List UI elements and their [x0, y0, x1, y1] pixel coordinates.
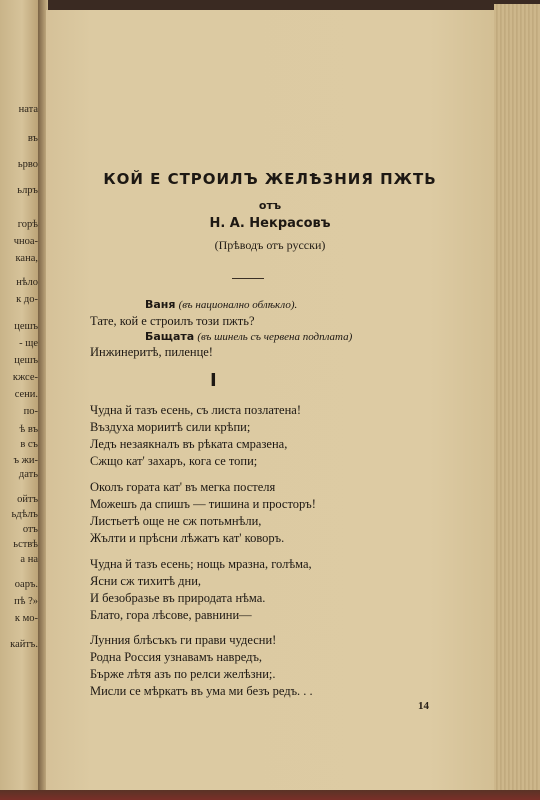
speaker-father: Бащата — [145, 330, 195, 343]
translation-note: (Прѣводъ отъ русски) — [214, 238, 326, 252]
left-page-fragment: - ще — [19, 338, 38, 349]
left-page-fragment: к до- — [16, 294, 38, 305]
part-numeral: I — [210, 370, 217, 391]
poem-line: И безобразье въ природата нѣма. — [90, 591, 266, 605]
left-page-fragment: отъ — [22, 524, 38, 535]
poem-line: Бърже лѣтя азъ по релси желѣзни;. — [90, 667, 276, 681]
prologue-line: Инжинеритѣ, пиленце! — [90, 345, 213, 359]
left-page-fragment: горѣ — [17, 219, 38, 230]
poem-line: Лунния блѣсъкъ ги прави чудесни! — [90, 633, 277, 647]
left-page-fragment: по- — [23, 406, 38, 417]
poem-line: Въздуха мориитѣ сили крѣпи; — [90, 420, 251, 434]
left-page-fragment: кжсе- — [12, 372, 38, 383]
left-page-fragment: ьствѣ — [13, 539, 38, 550]
poem-line: Блато, гора лѣсове, равнини— — [90, 608, 252, 622]
poem-line: Можешъ да спишъ — тишина и просторъ! — [90, 497, 316, 511]
left-page-fragment: нѣло — [16, 277, 38, 288]
left-page — [0, 0, 40, 790]
poem-from: отъ — [258, 199, 282, 212]
prologue-line: Тате, кой е строилъ този пжть? — [90, 314, 255, 328]
left-page-fragment: ойтъ — [17, 494, 38, 505]
section-divider — [232, 278, 264, 279]
left-page-fragment: въ — [27, 133, 38, 144]
stage-direction: (въ шинель съ червена подплата) — [197, 331, 353, 343]
left-page-fragment: чноа- — [13, 236, 38, 247]
speaker-vanya: Ваня — [145, 298, 176, 311]
left-page-fragment: ната — [18, 104, 38, 115]
stage-direction: (въ национално облѣкло). — [178, 299, 298, 311]
left-page-fragment: кайтъ. — [10, 639, 38, 650]
left-page-fragment: ьдѣлъ — [11, 509, 38, 520]
poem-title: КОЙ Е СТРОИЛЪ ЖЕЛѢЗНИЯ ПЖТЬ — [103, 170, 437, 188]
poem-line: Сжщо кат' захаръ, кога се топи; — [90, 454, 258, 468]
page-stack-edge — [494, 4, 540, 800]
left-page-fragment: в съ — [20, 439, 38, 450]
left-page-fragment: ьлръ — [17, 185, 38, 196]
poem-author: Н. А. Некрасовъ — [209, 216, 331, 231]
left-page-fragment: пѣ ?» — [14, 596, 38, 607]
poem-line: Мисли се мѣркатъ въ ума ми безъ редъ. . . — [90, 684, 313, 698]
left-page-fragment: цешъ — [14, 321, 38, 332]
left-page-fragment: дать — [18, 469, 38, 480]
prologue-speaker-line — [145, 298, 297, 311]
left-page-fragment: ьрво — [17, 159, 38, 170]
prologue-speaker-line — [145, 330, 352, 343]
poem-line: Чудна й тазъ есень; нощь мразна, голѣма, — [90, 557, 312, 571]
left-page-fragment: сени. — [14, 389, 38, 400]
poem-line: Ясни сж тихитѣ дни, — [90, 574, 202, 588]
book-cover-edge — [0, 790, 540, 800]
left-page-fragment: цешъ — [14, 355, 38, 366]
page-number: 14 — [418, 700, 429, 712]
left-page-fragment: ъ жи- — [13, 455, 38, 466]
poem-line: Ледъ незаякналъ въ рѣката смразена, — [90, 437, 288, 451]
poem-line: Чудна й тазъ есень, съ листа позлатена! — [90, 403, 301, 417]
left-page-fragment: ѣ въ — [19, 424, 38, 435]
left-page-fragment: оаръ. — [14, 579, 38, 590]
left-page-fragment: а на — [20, 554, 38, 565]
poem-line: Околъ гората кат' въ мегка постеля — [90, 480, 276, 494]
poem-line: Жълти и прѣсни лѣжатъ кат' коворъ. — [90, 531, 285, 545]
left-page-fragment: к мо- — [14, 613, 38, 624]
poem-line: Родна Россия узнавамъ навредъ, — [90, 650, 263, 664]
left-page-fragment: кана, — [15, 253, 38, 264]
poem-line: Листьетѣ още не сж потьмнѣли, — [90, 514, 262, 528]
